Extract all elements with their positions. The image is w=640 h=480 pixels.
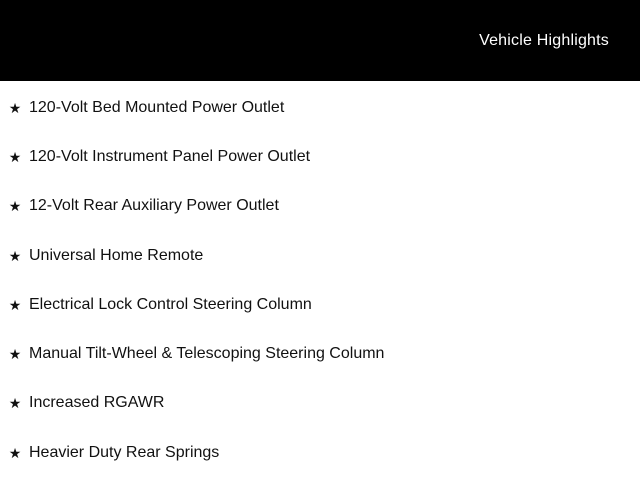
star-icon: ★ — [8, 247, 22, 264]
feature-label: Increased RGAWR — [29, 394, 165, 412]
feature-label: 120-Volt Instrument Panel Power Outlet — [29, 147, 311, 165]
feature-label: Manual Tilt-Wheel & Telescoping Steering Column — [29, 345, 385, 363]
feature-label: Heavier Duty Rear Springs — [29, 443, 220, 461]
star-icon: ★ — [8, 296, 22, 313]
list-item — [8, 280, 640, 329]
star-icon: ★ — [8, 198, 22, 215]
feature-label: Electrical Lock Control Steering Column — [29, 295, 312, 313]
star-icon: ★ — [8, 395, 22, 412]
star-icon: ★ — [8, 346, 22, 363]
star-icon: ★ — [8, 444, 22, 461]
list-item — [8, 182, 640, 231]
feature-label: 120-Volt Bed Mounted Power Outlet — [29, 98, 285, 116]
list-item — [8, 329, 640, 378]
feature-label: 12-Volt Rear Auxiliary Power Outlet — [29, 197, 279, 215]
vehicle-highlights-header — [0, 0, 640, 81]
list-item — [8, 428, 640, 477]
list-item — [8, 231, 640, 280]
vehicle-feature-list — [0, 81, 640, 477]
list-item — [8, 132, 640, 181]
star-icon: ★ — [8, 148, 22, 165]
list-item — [8, 83, 640, 132]
star-icon: ★ — [8, 99, 22, 116]
page-title: Vehicle Highlights — [479, 31, 609, 49]
feature-label: Universal Home Remote — [29, 246, 204, 264]
list-item — [8, 379, 640, 428]
